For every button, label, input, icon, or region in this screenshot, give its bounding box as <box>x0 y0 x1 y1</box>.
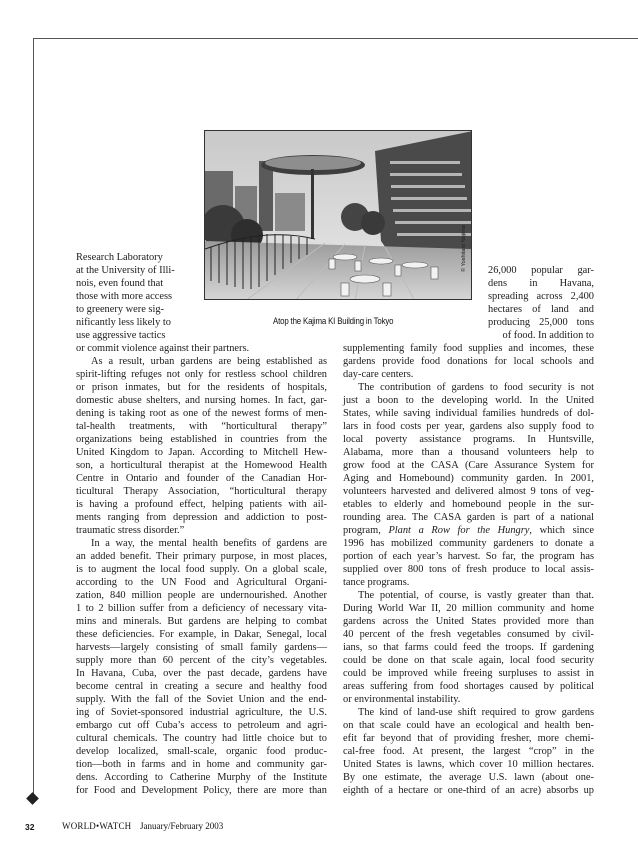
issue-date: January/February 2003 <box>140 821 224 831</box>
text-line: etables to elderly and homebound people in the sur- <box>343 499 594 510</box>
rooftop-garden-photo <box>204 130 472 300</box>
text-line: of food. In addition to <box>502 330 594 341</box>
text-line: cultural chemicals. The country had little choice but to <box>76 733 327 744</box>
text-line: zation, 840 million people are undernourished. Another <box>76 590 327 601</box>
text-line: embargo cut off Cuba’s access to petroleum and agri- <box>76 720 327 731</box>
text-line: could be improved while freeing surpluses to assist in <box>343 668 594 679</box>
text-line: organizations being established in countries from the <box>76 434 327 445</box>
text-line: program, Plant a Row for the Hungry, which since <box>343 525 594 536</box>
diamond-marker <box>26 792 39 805</box>
program-title: Plant a Row for the Hungry <box>388 525 530 536</box>
text-line: rounding area. The CASA garden is part of a national <box>343 512 594 523</box>
text-line: supply. With the fall of the Soviet Union and the end- <box>76 694 327 705</box>
text-line: Centre in Ontario and founder of the Canadian Hor- <box>76 473 327 484</box>
text-line: ticultural Therapy Association, “horticultural therapy <box>76 486 327 497</box>
magazine-name: WORLD•WATCH <box>62 821 132 831</box>
text-line: dens in Havana, <box>488 278 594 289</box>
text-line: spreading across 2,400 <box>488 291 594 302</box>
text-line: tal-health treatments, with “horticultural therapy” <box>76 421 327 432</box>
text-line: mins and minerals. But gardens are helping to combat <box>76 616 327 627</box>
text-line: son, a horticultural therapist at the Homewood Health <box>76 460 327 471</box>
text-line: cal-free food. At present, the largest “crop” in the <box>343 746 594 757</box>
page-number: 32 <box>25 822 35 832</box>
text-line: use aggressive tactics <box>76 330 166 341</box>
text-line: In Havana, Cuba, over the past decade, gardens have <box>76 668 327 679</box>
text-line: traumatic stress disorder.” <box>76 525 185 536</box>
text-line: ians, so that farms could feed the troops. If gardening <box>343 642 594 653</box>
text-line: according to the UN Food and Agricultural Organi- <box>76 577 327 588</box>
text-line: The potential, of course, is vastly greater than that. <box>358 590 594 601</box>
text-line: spirit-lifting refuges not only for restless school children <box>76 369 327 380</box>
text-line: efit far beyond that of providing fresher, more chemi- <box>343 733 594 744</box>
text-line: dening is taking root as one of the newest forms of men- <box>76 408 327 419</box>
text-line: During World War II, 20 million community and home <box>343 603 594 614</box>
text-line: By one estimate, the average U.S. lawn (about one- <box>343 772 594 783</box>
text-line: develop localized, small-scale, organic food produc- <box>76 746 327 757</box>
text-line: grow food at the CASA (Care Assurance System for <box>343 460 594 471</box>
text-line: day-care centers. <box>343 369 414 380</box>
text-line: become central in creating a secure and healthy food <box>76 681 327 692</box>
text-line: tance programs. <box>343 577 410 588</box>
text-line: hectares of land and <box>488 304 594 315</box>
text-line: to greenery were sig- <box>76 304 164 315</box>
text-line: dens. According to Catherine Murphy of the Institute <box>76 772 327 783</box>
text-line: or commit violence against their partners. <box>76 343 250 354</box>
top-rule <box>33 38 638 39</box>
text-line: The contribution of gardens to food security is not <box>358 382 594 393</box>
text-line: lars in food costs per year, gardens also supply food to <box>343 421 594 432</box>
text-line: at the University of Illi- <box>76 265 175 276</box>
text-line: Aging and Homebound) community garden. In 2001, <box>343 473 594 484</box>
text-line: eighth of a hectare or one-third of an acre) absorbs up <box>343 785 594 796</box>
text-line: States, while saving individual families hundreds of dol- <box>343 408 594 419</box>
text-line: 1996 has mobilized community gardeners to donate a <box>343 538 594 549</box>
text-line: As a result, urban gardens are being established as <box>91 356 327 367</box>
text-line: could be done on that scale again, local food security <box>343 655 594 666</box>
text-line: ing of Soviet-sponsored industrial agriculture, the U.S. <box>76 707 327 718</box>
text-line: United States is lawns, which cover 10 million hectares. <box>343 759 594 770</box>
text-line: The kind of land-use shift required to grow gardens <box>358 707 594 718</box>
text-line: on that scale could have an ecological and health ben- <box>343 720 594 731</box>
text-line: 40 percent of the fresh vegetables consumed by civil- <box>343 629 594 640</box>
text-line: supplementing family food supplies and incomes, these <box>343 343 594 354</box>
left-rule <box>33 38 34 798</box>
text-line: gardens across the United States provided more than <box>343 616 594 627</box>
text-line: United Kingdom to Japan. According to Mitchell Hew- <box>76 447 327 458</box>
text-line: tion—both in farms and in home and community gar- <box>76 759 327 770</box>
text-line: an added benefit. Their primary purpose, in most places, <box>76 551 327 562</box>
text-line: is to augment the local food supply. On a global scale, <box>76 564 327 575</box>
photo-credit: © Yoshitaro Nojima <box>461 225 467 272</box>
text-line: volunteers harvested and delivered almost 9 tons of veg- <box>343 486 594 497</box>
text-line: 1 to 2 billion suffer from a deficiency of necessary vita- <box>76 603 327 614</box>
text-line: local poverty assistance programs. In Huntsville, <box>343 434 594 445</box>
text-line: producing 25,000 tons <box>488 317 594 328</box>
text-line: Research Laboratory <box>76 252 163 263</box>
text-line: 26,000 popular gar- <box>488 265 594 276</box>
text-line: nois, even found that <box>76 278 164 289</box>
text-line: harvests—largely consisting of small family gardens— <box>76 642 327 653</box>
text-line: is having a profound effect, helping patients with ail- <box>76 499 327 510</box>
photo-caption: Atop the Kajima KI Building in Tokyo <box>273 316 394 327</box>
text-line: those with more access <box>76 291 173 302</box>
text-line: gardens provide food donations for local schools and <box>343 356 594 367</box>
text-line: domestic abuse shelters, and nursing homes. In fact, gar- <box>76 395 327 406</box>
text-line: ments ranging from depression and addiction to post- <box>76 512 327 523</box>
text-line: areas suffering from food shortages caused by political <box>343 681 594 692</box>
text-line: supplied over 800 tons of fresh produce to local assis- <box>343 564 594 575</box>
text-line: portion of each year’s harvest. So far, the program has <box>343 551 594 562</box>
text-line: In a way, the mental health benefits of gardens are <box>91 538 327 549</box>
text-line: these deficiencies. For example, in Dakar, Senegal, local <box>76 629 327 640</box>
text-line: supply more than 60 percent of the city’s vegetables. <box>76 655 327 666</box>
text-line: nificantly less likely to <box>76 317 171 328</box>
text-line: for Food and Development Policy, there are more than <box>76 785 327 796</box>
text-line: or prison inmates, but for the residents of hospitals, <box>76 382 327 393</box>
text-line: Alabama, more than a thousand volunteers help to <box>343 447 594 458</box>
text-line: just a boon to the developing world. In the United <box>343 395 594 406</box>
text-line: or environmental instability. <box>343 694 461 705</box>
